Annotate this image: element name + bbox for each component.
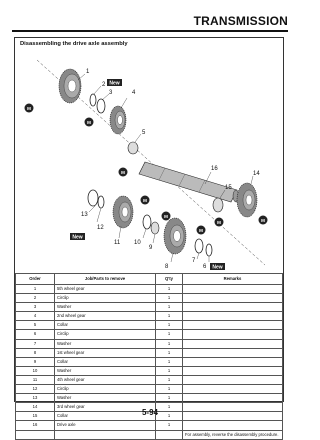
exploded-view-diagram bbox=[15, 50, 283, 275]
table-row bbox=[16, 348, 283, 357]
order-cell: 11 bbox=[16, 375, 55, 384]
column-header-order: Order bbox=[16, 274, 55, 285]
callout-4: 4 bbox=[132, 90, 136, 96]
order-cell: 16 bbox=[16, 421, 55, 430]
callout-12: 12 bbox=[97, 225, 104, 231]
column-header-qty: Q'ty bbox=[156, 274, 183, 285]
remarks-cell bbox=[183, 321, 283, 330]
svg-text:M: M bbox=[217, 219, 221, 225]
part-2nd-wheel-gear bbox=[110, 106, 126, 134]
part-collar bbox=[213, 198, 223, 212]
part-name-cell: Washer bbox=[55, 303, 156, 312]
remarks-cell bbox=[183, 303, 283, 312]
quantity-cell: 1 bbox=[156, 375, 183, 384]
callout-2: 2 bbox=[102, 82, 106, 88]
quantity-cell: 1 bbox=[156, 294, 183, 303]
quantity-cell: 1 bbox=[156, 394, 183, 403]
order-cell: 10 bbox=[16, 366, 55, 375]
order-cell: 13 bbox=[16, 394, 55, 403]
lubrication-mark-icon bbox=[162, 212, 171, 221]
remarks-cell bbox=[183, 421, 283, 430]
part-name-cell: 1st wheel gear bbox=[55, 348, 156, 357]
remarks-cell bbox=[183, 339, 283, 348]
callout-6: 6 bbox=[203, 264, 207, 270]
svg-text:M: M bbox=[261, 217, 265, 223]
quantity-cell: 1 bbox=[156, 330, 183, 339]
lubrication-mark-icon bbox=[197, 226, 206, 235]
table-row bbox=[16, 330, 283, 339]
table-row bbox=[16, 339, 283, 348]
lubrication-mark-icon bbox=[141, 196, 150, 205]
part-name-cell: 4th wheel gear bbox=[55, 375, 156, 384]
part-5th-wheel-gear bbox=[59, 69, 81, 103]
callout-7: 7 bbox=[192, 258, 196, 264]
part-4th-wheel-gear bbox=[113, 196, 133, 228]
table-row bbox=[16, 303, 283, 312]
remarks-cell bbox=[183, 394, 283, 403]
section-title: Disassembling the drive axle assembly bbox=[20, 41, 128, 47]
part-collar bbox=[128, 142, 138, 154]
callout-16: 16 bbox=[211, 166, 218, 172]
lubrication-mark-icon bbox=[25, 104, 34, 113]
part-collar bbox=[151, 222, 159, 234]
table-row bbox=[16, 394, 283, 403]
order-cell: 5 bbox=[16, 321, 55, 330]
order-cell: 8 bbox=[16, 348, 55, 357]
quantity-cell: 1 bbox=[156, 412, 183, 421]
quantity-cell: 1 bbox=[156, 303, 183, 312]
svg-text:M: M bbox=[87, 119, 91, 125]
order-cell: 3 bbox=[16, 303, 55, 312]
part-name-cell: Circlip bbox=[55, 330, 156, 339]
svg-text:M: M bbox=[143, 197, 147, 203]
order-cell: 9 bbox=[16, 357, 55, 366]
header-rule bbox=[12, 30, 288, 32]
new-badge bbox=[210, 263, 225, 270]
order-cell: 14 bbox=[16, 403, 55, 412]
callout-9: 9 bbox=[149, 245, 153, 251]
quantity-cell: 1 bbox=[156, 421, 183, 430]
svg-text:New: New bbox=[72, 234, 83, 241]
callout-5: 5 bbox=[142, 130, 146, 136]
part-washer bbox=[88, 190, 98, 206]
remarks-cell bbox=[183, 285, 283, 294]
remarks-cell bbox=[183, 375, 283, 384]
part-name-cell: Washer bbox=[55, 394, 156, 403]
callout-14: 14 bbox=[253, 171, 260, 177]
quantity-cell: 1 bbox=[156, 339, 183, 348]
page-header-title: TRANSMISSION bbox=[193, 14, 288, 28]
order-cell: 6 bbox=[16, 330, 55, 339]
part-washer bbox=[195, 239, 203, 253]
lubrication-mark-icon bbox=[259, 216, 268, 225]
callout-11: 11 bbox=[114, 240, 121, 246]
table-row bbox=[16, 357, 283, 366]
table-header-row bbox=[16, 274, 283, 285]
column-header-job: Job/Parts to remove bbox=[55, 274, 156, 285]
order-cell: 4 bbox=[16, 312, 55, 321]
column-header-remarks: Remarks bbox=[183, 274, 283, 285]
callout-13: 13 bbox=[81, 212, 88, 218]
part-circlip bbox=[206, 244, 212, 256]
part-washer bbox=[143, 215, 151, 229]
remarks-cell bbox=[183, 330, 283, 339]
table-row bbox=[16, 312, 283, 321]
table-row bbox=[16, 375, 283, 384]
quantity-cell: 1 bbox=[156, 285, 183, 294]
part-name-cell: Circlip bbox=[55, 294, 156, 303]
part-washer bbox=[97, 99, 105, 113]
part-3rd-wheel-gear bbox=[237, 183, 257, 217]
svg-text:New: New bbox=[109, 80, 120, 87]
table-row bbox=[16, 421, 283, 430]
part-name-cell: Collar bbox=[55, 321, 156, 330]
svg-text:M: M bbox=[164, 213, 168, 219]
callout-15: 15 bbox=[225, 185, 232, 191]
order-cell: 15 bbox=[16, 412, 55, 421]
order-cell: 2 bbox=[16, 294, 55, 303]
callout-3: 3 bbox=[109, 90, 113, 96]
part-circlip bbox=[90, 94, 96, 106]
final-remark: For assembly, reverse the disassembly procedure. bbox=[183, 430, 283, 439]
table-row bbox=[16, 294, 283, 303]
remarks-cell bbox=[183, 366, 283, 375]
callout-8: 8 bbox=[165, 264, 169, 270]
part-name-cell: Collar bbox=[55, 412, 156, 421]
page-number: 5-94 bbox=[141, 408, 158, 417]
part-name-cell: 3rd wheel gear bbox=[55, 403, 156, 412]
callout-1: 1 bbox=[86, 69, 90, 75]
table-row bbox=[16, 430, 283, 439]
part-1st-wheel-gear bbox=[164, 218, 186, 254]
remarks-cell bbox=[183, 312, 283, 321]
table-row bbox=[16, 366, 283, 375]
callout-10: 10 bbox=[134, 240, 141, 246]
part-name-cell: 5th wheel gear bbox=[55, 285, 156, 294]
lubrication-mark-icon bbox=[215, 218, 224, 227]
part-name-cell: Collar bbox=[55, 357, 156, 366]
lubrication-mark-icon bbox=[119, 168, 128, 177]
table-row bbox=[16, 285, 283, 294]
part-name-cell: Circlip bbox=[55, 385, 156, 394]
table-row bbox=[16, 385, 283, 394]
svg-text:M: M bbox=[27, 105, 31, 111]
part-name-cell: Washer bbox=[55, 339, 156, 348]
quantity-cell: 1 bbox=[156, 366, 183, 375]
new-badge bbox=[107, 79, 122, 86]
svg-text:M: M bbox=[199, 227, 203, 233]
quantity-cell: 1 bbox=[156, 357, 183, 366]
table-row bbox=[16, 321, 283, 330]
lubrication-mark-icon bbox=[85, 118, 94, 127]
part-circlip bbox=[98, 196, 104, 208]
part-drive-axle bbox=[139, 162, 239, 202]
quantity-cell: 1 bbox=[156, 403, 183, 412]
svg-text:M: M bbox=[121, 169, 125, 175]
remarks-cell bbox=[183, 385, 283, 394]
remarks-cell bbox=[183, 357, 283, 366]
part-name-cell: 2nd wheel gear bbox=[55, 312, 156, 321]
quantity-cell: 1 bbox=[156, 321, 183, 330]
order-cell: 1 bbox=[16, 285, 55, 294]
quantity-cell: 1 bbox=[156, 312, 183, 321]
remarks-cell bbox=[183, 348, 283, 357]
part-name-cell: Washer bbox=[55, 366, 156, 375]
part-name-cell: Drive axle bbox=[55, 421, 156, 430]
remarks-cell bbox=[183, 294, 283, 303]
quantity-cell: 1 bbox=[156, 348, 183, 357]
order-cell: 7 bbox=[16, 339, 55, 348]
svg-text:New: New bbox=[212, 264, 223, 271]
quantity-cell: 1 bbox=[156, 385, 183, 394]
new-badge bbox=[70, 233, 85, 240]
order-cell: 12 bbox=[16, 385, 55, 394]
